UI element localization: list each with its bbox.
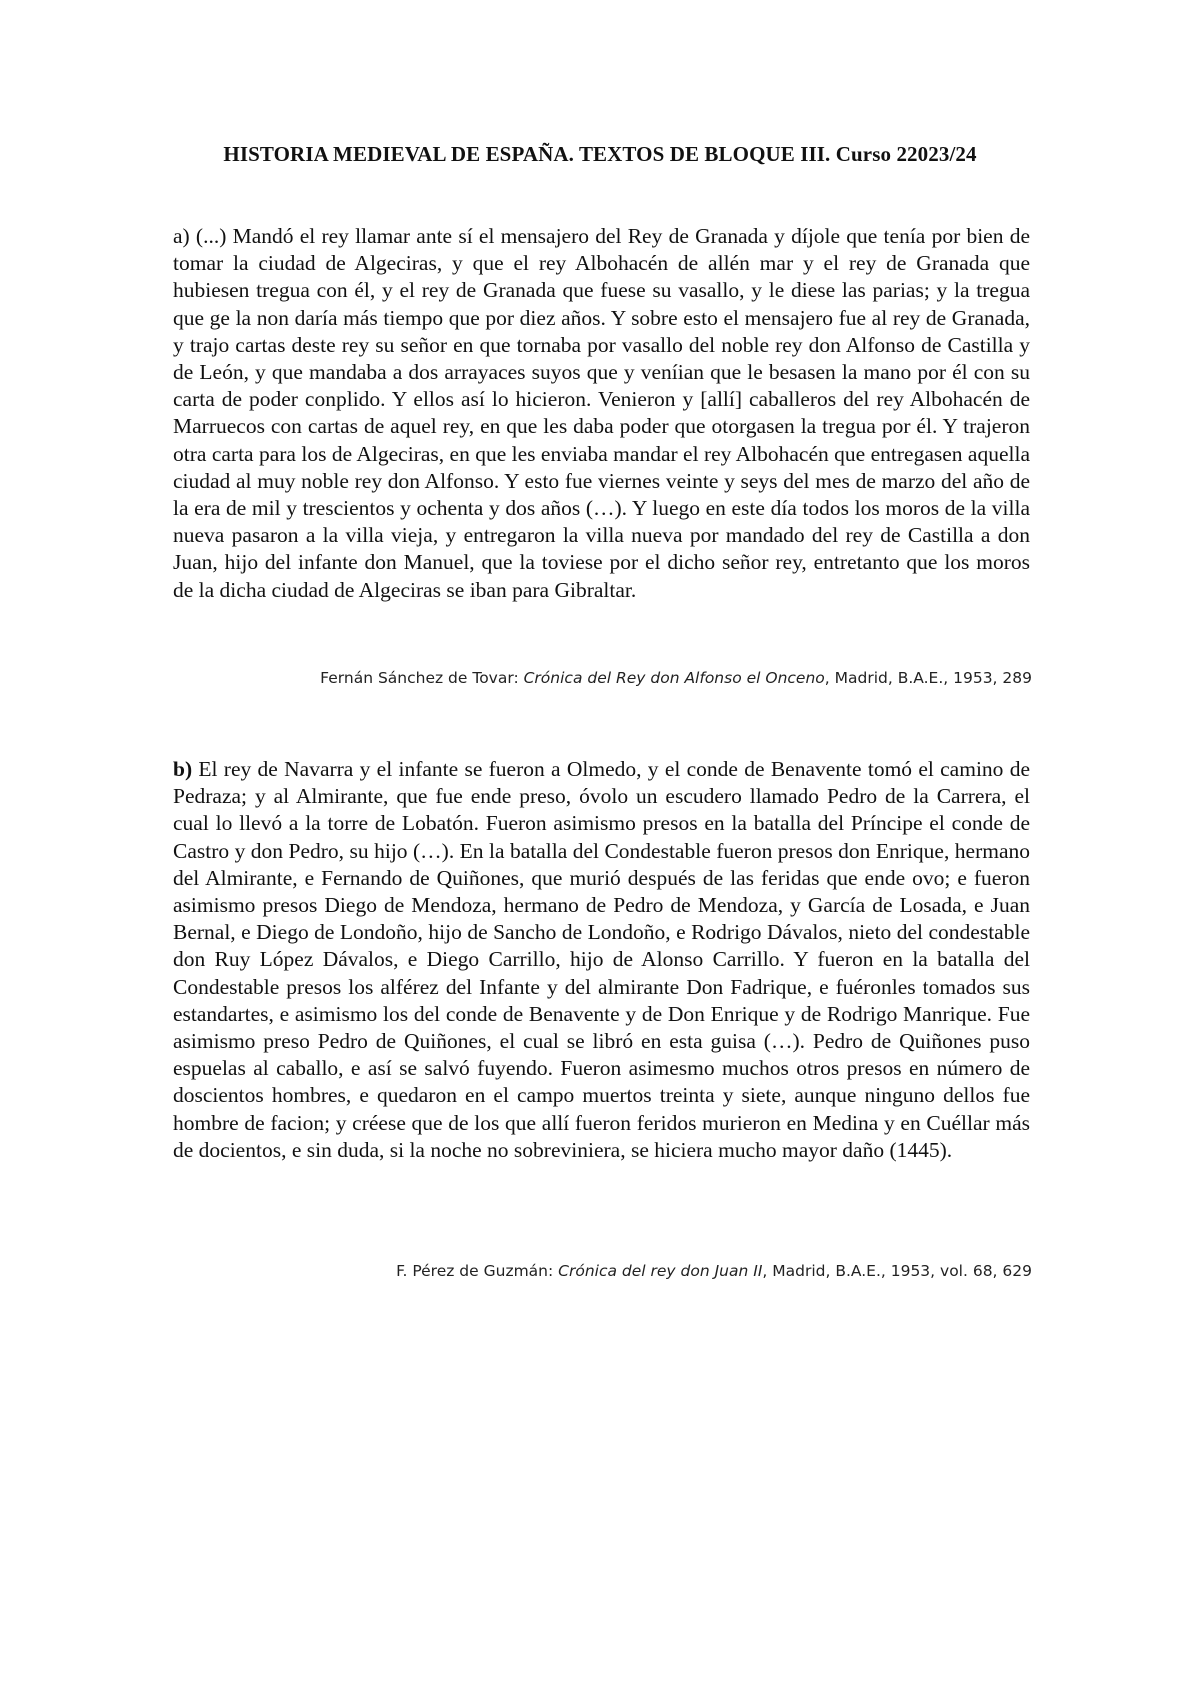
text-b-paragraph <box>173 756 1030 1164</box>
text-a-source-details: , Madrid, B.A.E., 1953, 289 <box>824 669 1032 687</box>
text-a-source-author: Fernán Sánchez de Tovar: <box>320 669 524 687</box>
text-b-source-work: Crónica del rey don Juan II <box>558 1262 763 1280</box>
text-b-source-citation <box>396 1262 1032 1280</box>
text-b-body: El rey de Navarra y el infante se fueron a Olmedo, y el conde de Benavente tomó el camino de Pedraza; y al Almirante, que fue ende preso, óvolo un escudero llamado Pedro de la Carrera, el cual lo llevó a la torre de Lobatón. Fueron asimismo presos en la batalla del Príncipe el conde de Castro y don Pedro, su hijo (…). En la batalla del Condestable fueron presos don Enrique, hermano del Almirante, e Fernando de Quiñones, que murió después de las feridas que ende ovo; e fueron asimismo presos Diego de Mendoza, hermano de Pedro de Mendoza, y García de Losada, e Juan Bernal, e Diego de Londoño, hijo de Sancho de Londoño, e Rodrigo Dávalos, nieto del condestable don Ruy López Dávalos, e Diego Carrillo, hijo de Alonso Carrillo. Y fueron en la batalla del Condestable presos los alférez del Infante y del almirante Don Fadrique, e fuéronles tomados sus estandartes, e asimismo los del conde de Benavente y de Don Enrique y de Rodrigo Manrique. Fue asimismo preso Pedro de Quiñones, el cual se libró en esta guisa (…). Pedro de Quiñones puso espuelas al caballo, e así se salvó fuyendo. Fueron asimesmo muchos otros presos en número de doscientos hombres, e quedaron en el campo muertos treinta y siete, aunque ninguno dellos fue hombre de facion; y créese que de los que allí fueron feridos murieron en Medina y en Cuéllar más de docientos, e sin duda, si la noche no sobreviniera, se hiciera mucho mayor daño (1445). <box>173 757 1030 1162</box>
text-a-source-work: Crónica del Rey don Alfonso el Onceno <box>523 669 825 687</box>
text-a-paragraph: a) (...) Mandó el rey llamar ante sí el mensajero del Rey de Granada y díjole que tenía por bien de tomar la ciudad de Algeciras, y que el rey Albohacén de allén mar y el rey de Granada que hubiesen tregua con él, y el rey de Granada que fuese su vasallo, y le diese las parias; y la tregua que ge la non daría más tiempo que por diez años. Y sobre esto el mensajero fue al rey de Granada, y trajo cartas deste rey su señor en que tornaba por vasallo del noble rey don Alfonso de Castilla y de León, y que mandaba a dos arrayaces suyos que y veníian que le besasen la mano por él con su carta de poder conplido. Y ellos así lo hicieron. Venieron y [allí] caballeros del rey Albohacén de Marruecos con cartas de aquel rey, en que les daba poder que otorgasen la tregua por él. Y trajeron otra carta para los de Algeciras, en que les enviaba mandar el rey Albohacén que entregasen aquella ciudad al muy noble rey don Alfonso. Y esto fue viernes veinte y seys del mes de marzo del año de la era de mil y trescientos y ochenta y dos años (…). Y luego en este día todos los moros de la villa nueva pasaron a la villa vieja, y entregaron la villa nueva por mandado del rey de Castilla a don Juan, hijo del infante don Manuel, que la toviese por el dicho señor rey, entretanto que los moros de la dicha ciudad de Algeciras se iban para Gibraltar. <box>173 224 1030 602</box>
text-a-source-citation <box>320 669 1032 687</box>
text-b-source-author: F. Pérez de Guzmán: <box>396 1262 559 1280</box>
text-b-label: b) <box>173 757 193 781</box>
text-b-source-details: , Madrid, B.A.E., 1953, vol. 68, 629 <box>762 1262 1032 1280</box>
document-title: HISTORIA MEDIEVAL DE ESPAÑA. TEXTOS DE BLOQUE III. Curso 22023/24 <box>223 142 977 166</box>
